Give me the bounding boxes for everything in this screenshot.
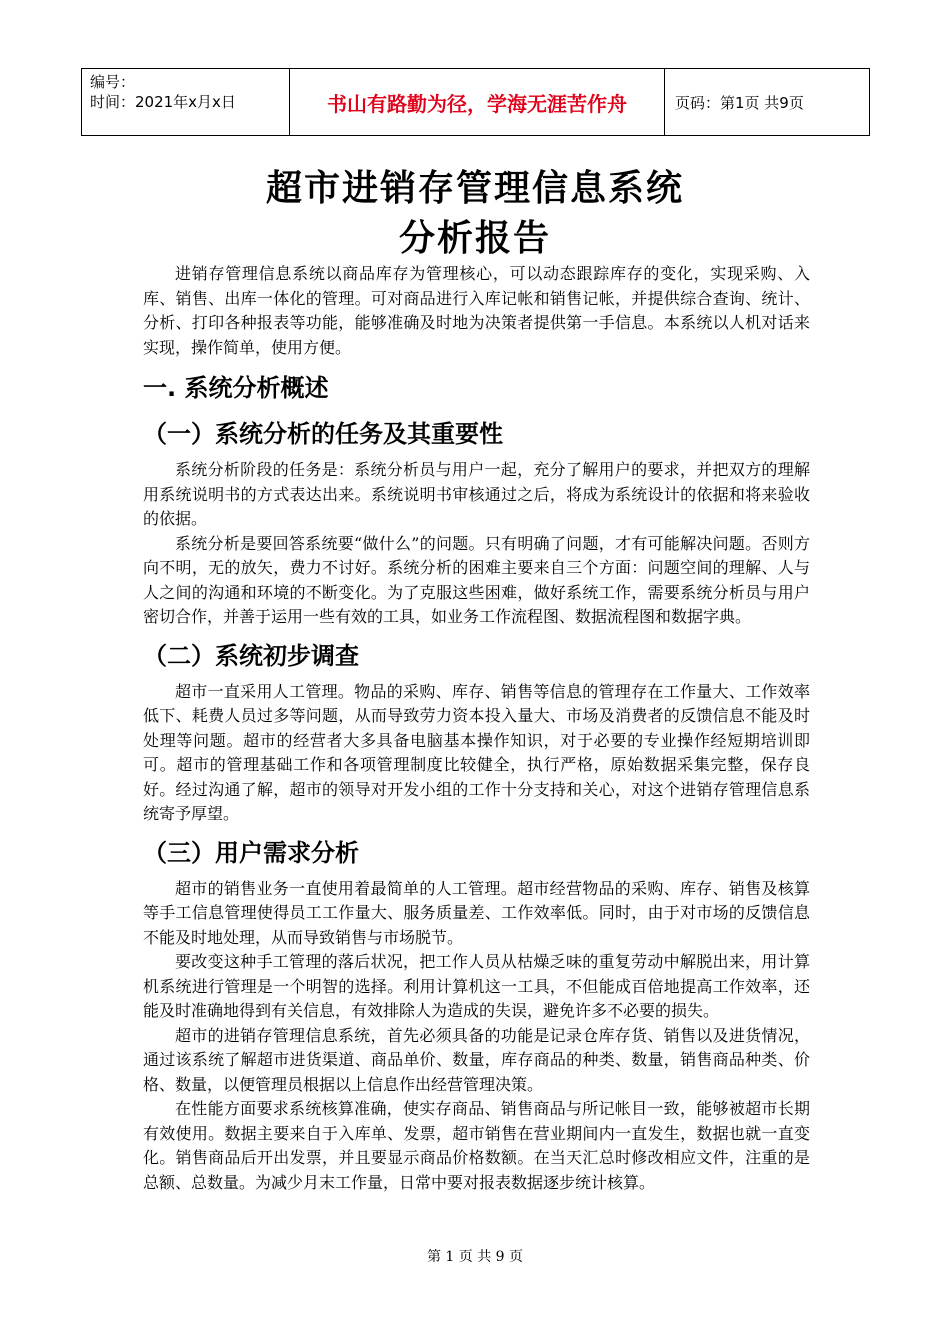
- paragraph: 系统分析阶段的任务是：系统分析员与用户一起，充分了解用户的要求，并把双方的理解用系统说明书的方式表达出来。系统说明书审核通过之后，将成为系统设计的依据和将来验收的依据。: [143, 460, 810, 528]
- paragraph: 超市的进销存管理信息系统，首先必须具备的功能是记录仓库存货、销售以及进货情况，通过该系统了解超市进货渠道、商品单价、数量，库存商品的种类、数量，销售商品种类、价格、数量，以便管理员根据以上信息作出经营管理决策。: [143, 1025, 810, 1094]
- subsection-heading: （三）用户需求分析: [143, 838, 359, 867]
- header-table: [81, 68, 870, 136]
- section-heading: 一. 系统分析概述: [143, 374, 329, 402]
- doc-title-line2: 分析报告: [398, 217, 551, 259]
- date-label: 时间：2021年x月x日: [90, 93, 236, 111]
- intro-paragraph: 进销存管理信息系统以商品库存为管理核心，可以动态跟踪库存的变化，实现采购、入库、销售、出库一体化的管理。可对商品进行入库记帐和销售记帐，并提供综合查询、统计、分析、打印各种报表等功能，能够准确及时地为决策者提供第一手信息。本系统以人机对话来实现，操作简单，使用方便。: [143, 264, 810, 357]
- page-footer: 第 1 页 共 9 页: [426, 1249, 524, 1265]
- subsection-heading: （一）系统分析的任务及其重要性: [143, 420, 503, 448]
- paragraph: 在性能方面要求系统核算准确，使实存商品、销售商品与所记帐目一致，能够被超市长期有效使用。数据主要来自于入库单、发票，超市销售在营业期间内一直发生，数据也就一直变化。销售商品后开出发票，并且要显示商品价格数额。在当天汇总时修改相应文件，注重的是总额、总数量。为减少月末工作量，日常中要对报表数据逐步统计核算。: [143, 1099, 810, 1192]
- header-meta-cell: [82, 69, 290, 136]
- paragraph: 超市的销售业务一直使用着最简单的人工管理。超市经营物品的采购、库存、销售及核算等手工信息管理使得员工工作量大、服务质量差、工作效率低。同时，由于对市场的反馈信息不能及时地处理，从而导致销售与市场脱节。: [143, 878, 810, 947]
- motto: 书山有路勤为径，学海无涯苦作舟: [290, 69, 665, 136]
- paragraph: 系统分析是要回答系统要“做什么”的问题。只有明确了问题，才有可能解决问题。否则方向不明，无的放矢，费力不讨好。系统分析的困难主要来自三个方面：问题空间的理解、人与人之间的沟通和环境的不断变化。为了克服这些困难，做好系统工作，需要系统分析员与用户密切合作，并善于运用一些有效的工具，如业务工作流程图、数据流程图和数据字典。: [143, 533, 810, 626]
- page-info: 页码：第1页 共9页: [665, 69, 870, 136]
- paragraph: 要改变这种手工管理的落后状况，把工作人员从枯燥乏味的重复劳动中解脱出来，用计算机系统进行管理是一个明智的选择。利用计算机这一工具，不但能成百倍地提高工作效率，还能及时准确地得到有关信息，有效排除人为造成的失误，避免许多不必要的损失。: [143, 952, 810, 1020]
- paragraph: 超市一直采用人工管理。物品的采购、库存、销售等信息的管理存在工作量大、工作效率低下、耗费人员过多等问题，从而导致劳力资本投入量大、市场及消费者的反馈信息不能及时处理等问题。超市的经营者大多具备电脑基本操作知识，对于必要的专业操作经短期培训即可。超市的管理基础工作和各项管理制度比较健全，执行严格，原始数据采集完整，保存良好。经过沟通了解，超市的领导对开发小组的工作十分支持和关心，对这个进销存管理信息系统寄予厚望。: [143, 681, 810, 823]
- subsection-heading: （二）系统初步调查: [143, 641, 359, 670]
- document-body: [143, 262, 810, 1195]
- doc-title-line1: 超市进销存管理信息系统: [265, 167, 684, 209]
- serial-label: 编号：: [90, 73, 136, 91]
